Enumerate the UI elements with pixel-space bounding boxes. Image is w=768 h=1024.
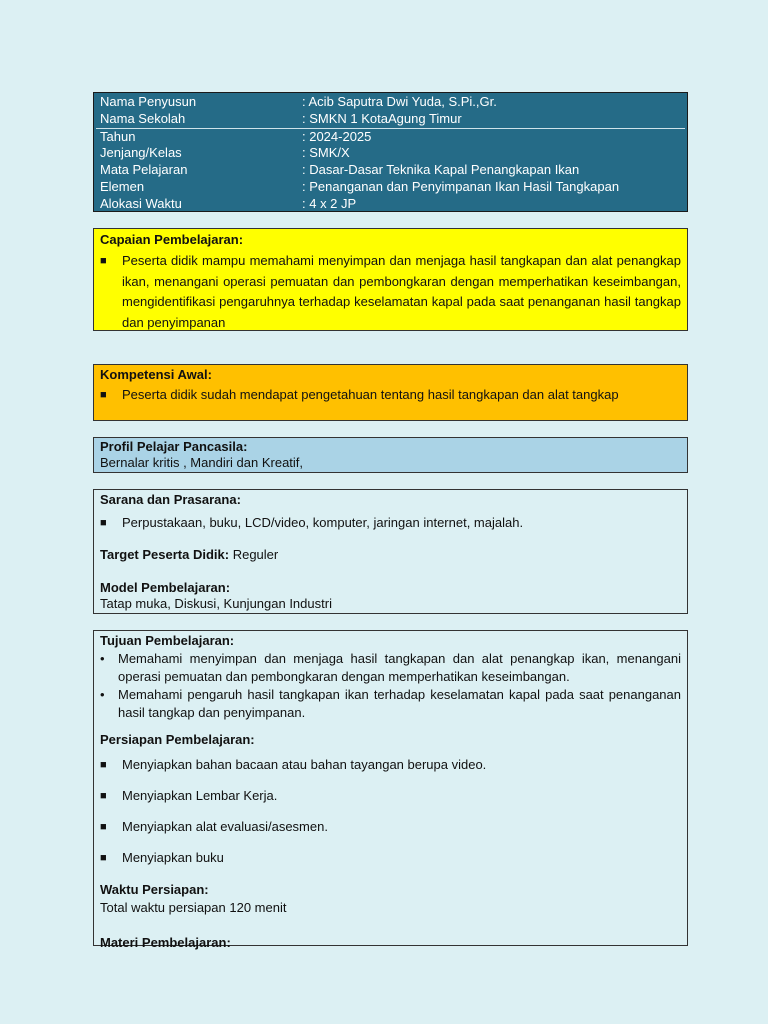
persiapan-title: Persiapan Pembelajaran:	[100, 732, 255, 747]
target-peserta	[100, 547, 681, 563]
tujuan-item	[100, 650, 681, 686]
square-bullet-icon: ■	[100, 255, 107, 267]
target-label: Target Peserta Didik:	[100, 547, 230, 562]
tujuan-section	[93, 630, 688, 950]
identity-label: Mata Pelajaran	[100, 162, 188, 178]
sarana-text: Perpustakaan, buku, LCD/video, komputer, jaringan internet, majalah.	[122, 515, 524, 530]
identity-label: Nama Penyusun	[100, 94, 197, 109]
capaian-item	[100, 251, 681, 333]
identity-row	[100, 145, 681, 162]
kompetensi-text: Peserta didik sudah mendapat pengetahuan tentang hasil tangkapan dan alat tangkap	[122, 387, 619, 402]
identity-row	[100, 196, 681, 213]
persiapan-item	[100, 818, 681, 836]
identity-label: Jenjang/Kelas	[100, 145, 182, 161]
kompetensi-title: Kompetensi Awal:	[100, 367, 212, 382]
identity-value: : SMKN 1 KotaAgung Timur	[302, 110, 462, 126]
square-bullet-icon: ■	[100, 517, 107, 529]
persiapan-item	[100, 849, 681, 867]
identity-row	[100, 162, 681, 179]
model-text: Tatap muka, Diskusi, Kunjungan Industri	[100, 596, 332, 611]
profil-title: Profil Pelajar Pancasila:	[100, 439, 248, 454]
identity-value: : Penanganan dan Penyimpanan Ikan Hasil Tangkapan	[302, 178, 620, 194]
persiapan-text: Menyiapkan Lembar Kerja.	[122, 788, 278, 803]
identity-value: : Dasar-Dasar Teknika Kapal Penangkapan Ikan	[302, 162, 580, 178]
square-bullet-icon: ■	[100, 389, 107, 401]
tujuan-title: Tujuan Pembelajaran:	[100, 633, 235, 648]
tujuan-item	[100, 686, 681, 722]
identity-row	[100, 94, 681, 111]
square-bullet-icon: ■	[100, 821, 107, 833]
capaian-text: Peserta didik mampu memahami menyimpan dan menjaga hasil tangkapan dan alat penangkap ikan, menangani operasi pemuatan dan pembongkaran dengan memperhatikan keseimbangan, mengidentifikasi pengaruhnya terhadap keselamatan kapal pada saat penanganan hasil tangkap dan penyimpanan	[122, 253, 681, 330]
identity-row	[100, 179, 681, 196]
sarana-title: Sarana dan Prasarana:	[100, 492, 241, 507]
tujuan-text: Memahami pengaruh hasil tangkapan ikan terhadap keselamatan kapal pada saat penanganan hasil tangkap dan penyimpanan.	[118, 687, 681, 720]
square-bullet-icon: ■	[100, 852, 107, 864]
identity-label: Alokasi Waktu	[100, 195, 182, 211]
materi-title: Materi Pembelajaran:	[100, 935, 231, 950]
waktu-text: Total waktu persiapan 120 menit	[100, 900, 287, 915]
identity-label: Nama Sekolah	[100, 110, 186, 126]
kompetensi-item	[100, 385, 681, 405]
sarana-item	[100, 515, 681, 531]
identity-row	[100, 111, 681, 128]
bullet-icon: •	[100, 651, 105, 666]
identity-row	[100, 129, 681, 146]
persiapan-text: Menyiapkan alat evaluasi/asesmen.	[122, 819, 328, 834]
kompetensi-section	[93, 364, 688, 421]
capaian-section	[93, 228, 688, 331]
identity-value: : SMK/X	[302, 145, 350, 161]
persiapan-item	[100, 756, 681, 774]
identity-value: : 2024-2025	[302, 128, 372, 144]
capaian-title: Capaian Pembelajaran:	[100, 232, 244, 247]
persiapan-item	[100, 787, 681, 805]
identity-table	[93, 92, 688, 212]
sarana-section	[93, 489, 688, 614]
target-value: Reguler	[229, 547, 279, 562]
profil-text: Bernalar kritis , Mandiri dan Kreatif,	[100, 455, 304, 470]
square-bullet-icon: ■	[100, 759, 107, 771]
identity-label: Tahun	[100, 128, 136, 144]
identity-value: : Acib Saputra Dwi Yuda, S.Pi.,Gr.	[302, 94, 497, 109]
waktu-title: Waktu Persiapan:	[100, 882, 209, 897]
bullet-icon: •	[100, 687, 105, 702]
identity-value: : 4 x 2 JP	[302, 195, 357, 211]
persiapan-text: Menyiapkan bahan bacaan atau bahan tayangan berupa video.	[122, 757, 487, 772]
model-title: Model Pembelajaran:	[100, 580, 231, 595]
identity-label: Elemen	[100, 178, 145, 194]
persiapan-text: Menyiapkan buku	[122, 850, 224, 865]
tujuan-text: Memahami menyimpan dan menjaga hasil tangkapan dan alat penangkap ikan, menangani operasi pemuatan dan pembongkaran dengan memperhatikan keseimbangan.	[118, 651, 681, 684]
square-bullet-icon: ■	[100, 790, 107, 802]
profil-section	[93, 437, 688, 473]
